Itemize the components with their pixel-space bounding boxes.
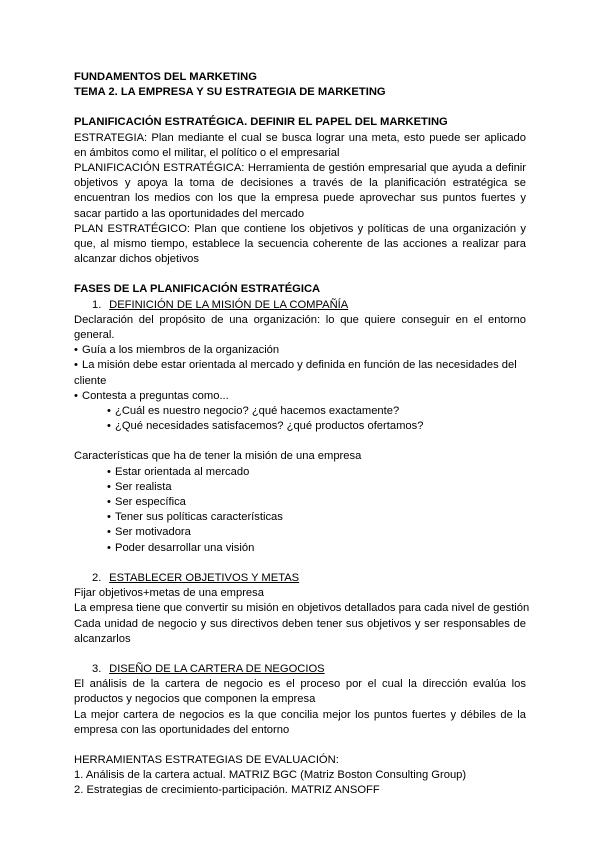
phase2-title: ESTABLECER OBJETIVOS Y METAS	[109, 571, 300, 584]
strategic-plan-definition: PLAN ESTRATÉGICO: Plan que contiene los objetivos y políticas de una organización y que, al mismo tiempo, establece la secuencia coherente de las acciones a realizar para alcanzar dichos objetivos	[74, 222, 526, 266]
list-item: • Guía a los miembros de la organización	[74, 343, 526, 358]
topic-title: TEMA 2. LA EMPRESA Y SU ESTRATEGIA DE MARKETING	[74, 86, 386, 99]
tool-item: 1. Análisis de la cartera actual. MATRIZ BGC (Matriz Boston Consulting Group)	[74, 769, 467, 782]
bullet-icon: •	[74, 344, 78, 357]
phase2-line: La empresa tiene que convertir su misión en objetivos detallados para cada nivel de gestión	[74, 602, 530, 615]
tool-item: 2. Estrategias de crecimiento-participación. MATRIZ ANSOFF	[74, 784, 380, 797]
phase2-number: 2.	[92, 571, 102, 584]
phase2-line: Fijar objetivos+metas de una empresa	[74, 587, 264, 600]
bullet-icon: •	[107, 420, 111, 433]
bullet-icon: •	[107, 496, 111, 509]
list-item: • ¿Qué necesidades satisfacemos? ¿qué productos ofertamos?	[74, 419, 526, 434]
phase3-title: DISEÑO DE LA CARTERA DE NEGOCIOS	[109, 662, 325, 675]
list-item: • Contesta a preguntas como...	[74, 389, 526, 404]
phase1-number: 1.	[92, 298, 102, 311]
bullet-icon: •	[107, 465, 111, 478]
list-item: • Ser específica	[74, 495, 526, 510]
bullet-icon: •	[107, 480, 111, 493]
list-item: • Tener sus políticas características	[74, 510, 526, 525]
list-item: • Ser motivadora	[74, 525, 526, 540]
strategy-definition: ESTRATEGIA: Plan mediante el cual se busca lograr una meta, esto puede ser aplicado en ámbitos como el militar, el político o el empresarial	[74, 131, 526, 159]
bullet-icon: •	[107, 541, 111, 554]
list-item: • La misión debe estar orientada al mercado y definida en función de las necesidades del cliente	[74, 359, 517, 387]
phase1-title: DEFINICIÓN DE LA MISIÓN DE LA COMPAÑÍA	[109, 298, 349, 311]
list-item: • Ser realista	[74, 480, 526, 495]
bullet-icon: •	[107, 526, 111, 539]
list-item: • Poder desarrollar una visión	[74, 541, 526, 556]
phase2-line: Cada unidad de negocio y sus directivos deben tener sus objetivos y ser responsables de alcanzarlos	[74, 617, 526, 645]
section1-heading: PLANIFICACIÓN ESTRATÉGICA. DEFINIR EL PAPEL DEL MARKETING	[74, 116, 448, 129]
phase3-number: 3.	[92, 662, 102, 675]
document-content	[74, 70, 530, 799]
list-item: • Estar orientada al mercado	[74, 465, 526, 480]
mission-definition: Declaración del propósito de una organización: lo que quiere conseguir en el entorno general.	[74, 313, 526, 342]
best-portfolio-text: La mejor cartera de negocios es la que concilia mejor los puntos fuertes y débiles de la empresa con las oportunidades del entorno	[74, 708, 526, 736]
phase1-heading	[74, 298, 526, 313]
section2-heading: FASES DE LA PLANIFICACIÓN ESTRATÉGICA	[74, 283, 321, 296]
bullet-icon: •	[74, 389, 78, 402]
bullet-icon: •	[74, 359, 78, 372]
strategic-planning-definition: PLANIFICACIÓN ESTRATÉGICA: Herramienta de gestión empresarial que ayuda a definir objetivos y apoya la toma de decisiones a través de la planificación estratégica se encuentran los medios con los que la empresa puede aprovechar sus puntos fuertes y sacar partido a las oportunidades del mercado	[74, 162, 526, 220]
phase3-heading	[74, 662, 526, 677]
list-item: • ¿Cuál es nuestro negocio? ¿qué hacemos exactamente?	[74, 404, 526, 419]
course-title: FUNDAMENTOS DEL MARKETING	[74, 71, 257, 83]
phase2-heading	[74, 571, 526, 586]
portfolio-analysis-text: El análisis de la cartera de negocio es el proceso por el cual la dirección evalúa los productos y negocios que componen la empresa	[74, 678, 526, 706]
tools-heading: HERRAMIENTAS ESTRATEGIAS DE EVALUACIÓN:	[74, 753, 339, 766]
characteristics-intro: Características que ha de tener la misión de una empresa	[74, 450, 362, 463]
bullet-icon: •	[107, 511, 111, 524]
bullet-icon: •	[107, 405, 111, 418]
